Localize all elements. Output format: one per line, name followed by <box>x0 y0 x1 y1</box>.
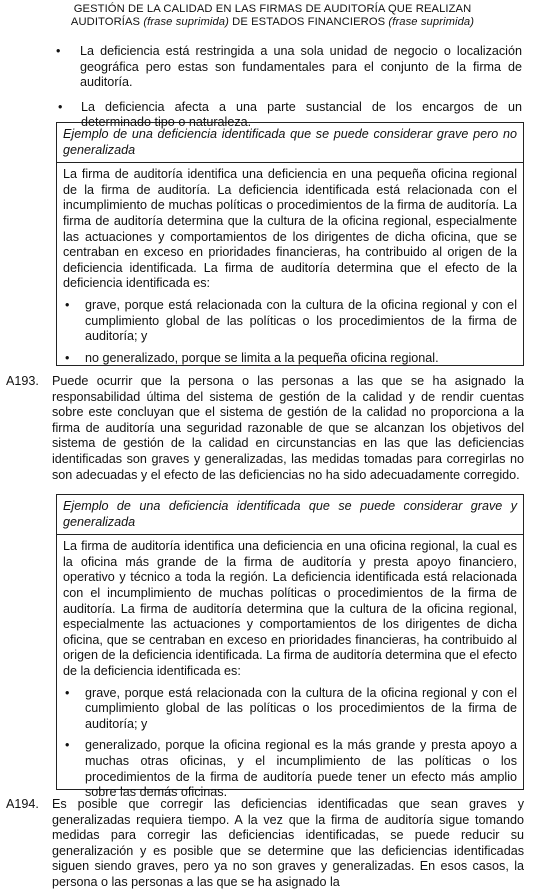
header-line-2-part-a: AUDITORÍAS <box>70 15 144 28</box>
paragraph-text: Puede ocurrir que la persona o las personas a las que se ha asignado la responsabilidad última del sistema de gestión de la calidad y de rendir cuentas sobre este concluyan que el sistema de gestión de la calidad no proporciona a la firma de auditoría una seguridad razonable de que se alcanzan los objetivos del sistema de gestión de la calidad en circunstancias en las que las deficiencias identificadas son graves y generalizadas, las medidas tomadas para corregirlas no son adecuadas y el efecto de las deficiencias no ha sido adecuadamente corregido. <box>52 374 524 482</box>
header-line-1: GESTIÓN DE LA CALIDAD EN LAS FIRMAS DE AUDITORÍA QUE REALIZAN <box>73 3 472 15</box>
header-line-2 <box>0 16 545 29</box>
list-item <box>63 351 517 367</box>
paragraph-number: A193. <box>6 374 39 388</box>
list-item-text: generalizado, porque la oficina regional es la más grande y presta apoyo a muchas otras oficinas, y el incumplimiento de las políticas o los procedimientos de la firma de auditoría puede tener un efecto más amplio sobre las demás oficinas. <box>85 738 517 800</box>
bullet-glyph: • <box>56 44 61 58</box>
list-item-text: grave, porque está relacionada con la cultura de la oficina regional y con el cumplimiento global de las políticas o los procedimientos de la firma de auditoría; y <box>85 685 517 731</box>
example-box-title: Ejemplo de una deficiencia identificada que se puede considerar grave pero no generalizada <box>57 123 523 163</box>
list-item <box>63 738 517 800</box>
paragraph-a194 <box>6 797 524 891</box>
list-item-text: La deficiencia está restringida a una sola unidad de negocio o localización geográfica pero estas son fundamentales para el conjunto de la firma de auditoría. <box>80 44 522 90</box>
running-header <box>0 0 545 28</box>
header-line-2-part-c: DE ESTADOS FINANCIEROS <box>228 15 389 28</box>
example-box-body <box>57 163 523 366</box>
bullet-glyph: • <box>65 297 70 312</box>
example-box-grave-no-generalizada <box>56 122 524 366</box>
bullet-glyph: • <box>65 685 70 700</box>
header-line-2-part-b: (frase suprimida) <box>143 15 229 28</box>
example-box-title: Ejemplo de una deficiencia identificada que se puede considerar grave y generalizada <box>57 495 523 535</box>
list-item-text: grave, porque está relacionada con la cultura de la oficina regional y con el cumplimiento global de las políticas o los procedimientos de la firma de auditoría; y <box>85 297 517 344</box>
list-item-text: La deficiencia afecta a una parte sustancial de los encargos de un determinado tipo o naturaleza. <box>81 99 522 130</box>
top-bullet-list <box>56 44 522 131</box>
header-line-2-part-d: (frase suprimida) <box>388 15 475 28</box>
example-box-grave-generalizada <box>56 494 524 800</box>
paragraph-number: A194. <box>6 797 39 811</box>
paragraph-text: Es posible que corregir las deficiencias identificadas que sean graves y generalizadas requiera tiempo. A la vez que la firma de auditoría sigue tomando medidas para corregir las deficiencias identificadas, se puede reducir su generalización y es posible que se determine que las deficiencias identificadas siguen siendo graves, pero ya no son graves y generalizadas. En esos casos, la persona o las personas a las que se ha asignado la <box>52 797 524 889</box>
bullet-glyph: • <box>58 99 63 114</box>
paragraph-a193 <box>6 374 524 483</box>
list-item-text: no generalizado, porque se limita a la pequeña oficina regional. <box>85 350 439 365</box>
example-box-paragraph: La firma de auditoría identifica una deficiencia en una oficina regional, la cual es la oficina más grande de la firma de auditoría y presta apoyo financiero, operativo y técnico a toda la región. La deficiencia identificada está relacionada con el incumplimiento de muchas políticas o procedimientos de la firma de auditoría. La firma de auditoría determina que la cultura de la oficina regional, especialmente las actuaciones y comportamientos de los dirigentes de dicha oficina, que se centraban en exceso en prioridades financieras, ha contribuido al origen de la deficiencia identificada. La firma de auditoría determina que el efecto de la deficiencia identificada es: <box>63 539 517 678</box>
example-box-paragraph: La firma de auditoría identifica una deficiencia en una pequeña oficina regional de la firma de auditoría. La deficiencia identificada está relacionada con el incumplimiento de muchas políticas o procedimientos de la firma de auditoría. La firma de auditoría determina que la cultura de la oficina regional, especialmente las actuaciones y comportamientos de los dirigentes de dicha oficina, que se centraban en exceso en prioridades financieras, ha contribuido al origen de la deficiencia identificada. La firma de auditoría determina que el efecto de la deficiencia identificada es: <box>63 167 517 291</box>
list-item <box>63 298 517 345</box>
bullet-glyph: • <box>65 350 70 365</box>
list-item <box>63 686 517 733</box>
bullet-glyph: • <box>65 738 70 753</box>
list-item <box>56 44 522 91</box>
example-box-body <box>57 535 523 801</box>
